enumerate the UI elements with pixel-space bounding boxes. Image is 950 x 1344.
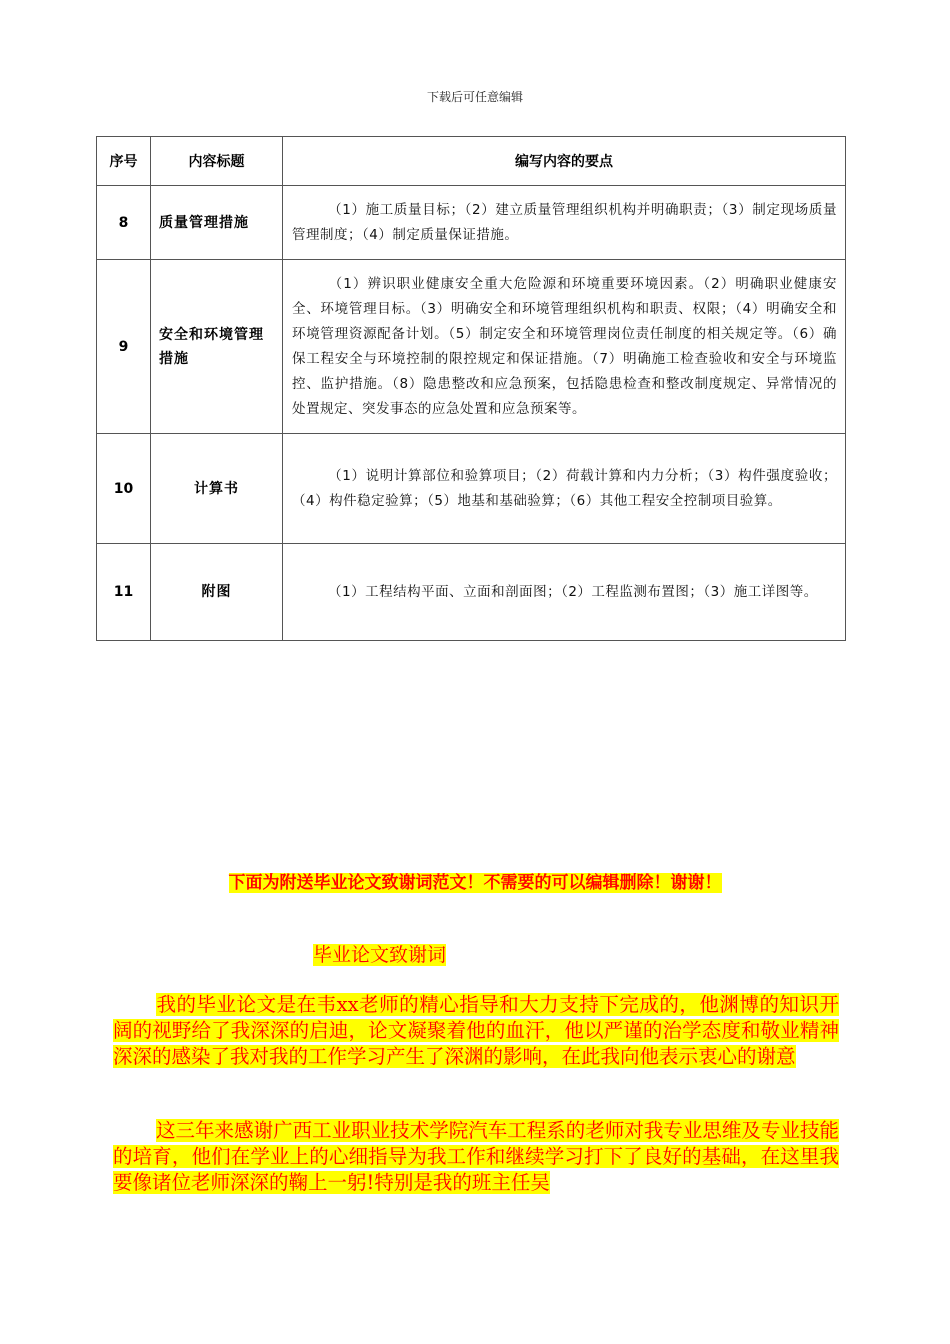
row-content-text: （1）说明计算部位和验算项目；（2）荷载计算和内力分析；（3）构件强度验收；（4）构件稳定验算；（5）地基和基础验算；（6）其他工程安全控制项目验算。: [292, 467, 837, 509]
appendix-notice: [0, 868, 950, 893]
acknowledgement-paragraph: [113, 1118, 839, 1196]
table-row: [97, 544, 846, 641]
row-content: [283, 544, 846, 641]
row-content: [283, 434, 846, 544]
row-content: [283, 186, 846, 260]
row-number: 10: [97, 434, 151, 544]
row-number: 11: [97, 544, 151, 641]
table-row: [97, 186, 846, 260]
acknowledgement-paragraph-text: 这三年来感谢广西工业职业技术学院汽车工程系的老师对我专业思维及专业技能的培育，他们在学业上的心细指导为我工作和继续学习打下了良好的基础，在这里我要像诸位老师深深的鞠上一躬!特别是我的班主任吴: [113, 1119, 839, 1194]
appendix-notice-text: 下面为附送毕业论文致谢词范文！不需要的可以编辑删除！谢谢！: [228, 873, 722, 893]
row-title: 附图: [151, 544, 283, 641]
acknowledgement-paragraph: [113, 992, 839, 1070]
row-content: [283, 260, 846, 434]
row-title: 安全和环境管理措施: [151, 260, 283, 434]
row-content-text: （1）工程结构平面、立面和剖面图；（2）工程监测布置图；（3）施工详图等。: [328, 583, 818, 600]
column-header-content: 编写内容的要点: [283, 137, 846, 186]
page-header-note: 下载后可任意编辑: [426, 90, 523, 104]
row-content-text: （1）施工质量目标；（2）建立质量管理组织机构并明确职责；（3）制定现场质量管理制度；（4）制定质量保证措施。: [292, 201, 837, 243]
row-title: 计算书: [151, 434, 283, 544]
row-number: 9: [97, 260, 151, 434]
row-title: 质量管理措施: [151, 186, 283, 260]
acknowledgement-title-text: 毕业论文致谢词: [313, 944, 447, 966]
table-row: [97, 434, 846, 544]
row-content-text: （1）辨识职业健康安全重大危险源和环境重要环境因素。（2）明确职业健康安全、环境管理目标。（3）明确安全和环境管理组织机构和职责、权限；（4）明确安全和环境管理资源配备计划。（5）制定安全和环境管理岗位责任制度的相关规定等。（6）确保工程安全与环境控制的限控规定和保证措施。（7）明确施工检查验收和安全与环境监控、监护措施。（8）隐患整改和应急预案，包括隐患检查和整改制度规定、异常情况的处置规定、突发事态的应急处置和应急预案等。: [292, 275, 837, 417]
acknowledgement-paragraph-text: 我的毕业论文是在韦xx老师的精心指导和大力支持下完成的，他渊博的知识开阔的视野给了我深深的启迪，论文凝聚着他的血汗，他以严谨的治学态度和敬业精神深深的感染了我对我的工作学习产生了深渊的影响，在此我向他表示衷心的谢意: [113, 993, 839, 1068]
table-header-row: [97, 137, 846, 186]
acknowledgement-title: [313, 940, 446, 967]
table-row: [97, 260, 846, 434]
column-header-title: 内容标题: [151, 137, 283, 186]
row-number: 8: [97, 186, 151, 260]
column-header-number: 序号: [97, 137, 151, 186]
construction-plan-table: [96, 136, 846, 641]
